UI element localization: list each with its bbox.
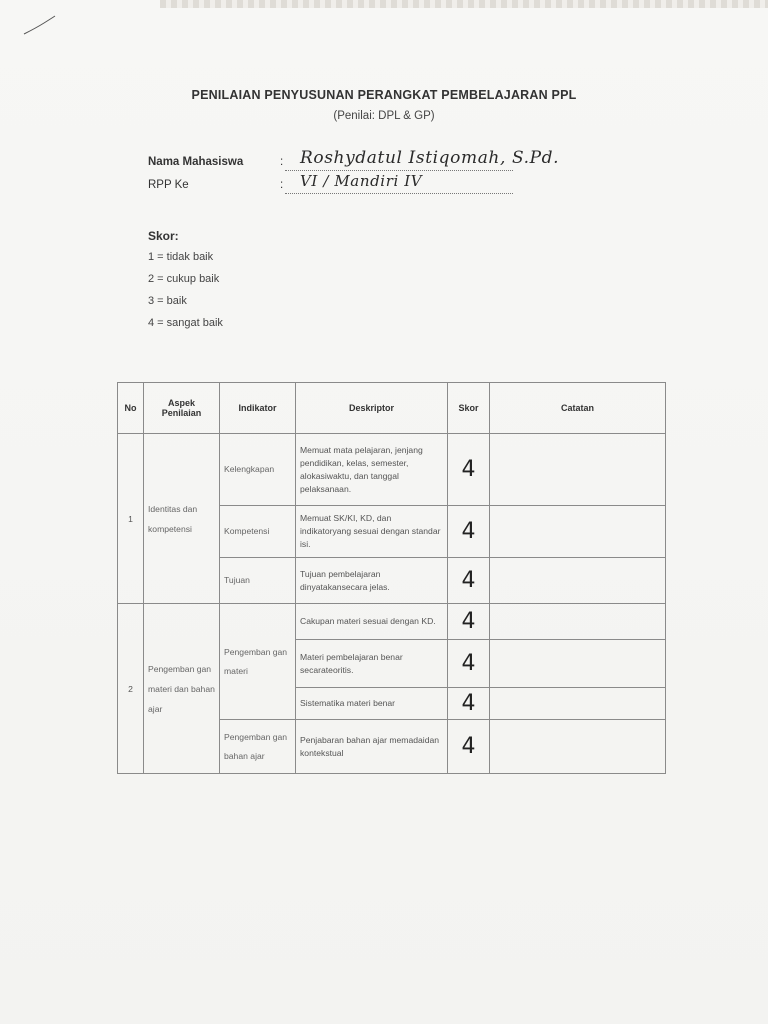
catatan-cell [490, 558, 666, 604]
rpp-dotted-line [285, 193, 513, 194]
catatan-cell [490, 720, 666, 774]
skor-cell: 4 [448, 604, 490, 640]
document-subtitle: (Penilai: DPL & GP) [333, 110, 435, 122]
table-header-row [118, 383, 666, 434]
indikator-cell: Pengemban gan materi [220, 604, 296, 720]
rpp-ke-row [148, 179, 290, 191]
colon: : [280, 156, 284, 168]
header-aspek-penilaian: Aspek Penilaian [144, 383, 220, 434]
rpp-ke-value: VI / Mandiri IV [300, 172, 423, 190]
pen-mark [22, 14, 56, 36]
skor-cell: 4 [448, 506, 490, 558]
table-row [118, 604, 666, 640]
deskriptor-cell: Memuat SK/KI, KD, dan indikatoryang sesuai dengan standar isi. [296, 506, 448, 558]
indikator-cell: Kelengkapan [220, 434, 296, 506]
nama-mahasiswa-row [148, 156, 290, 168]
deskriptor-cell: Materi pembelajaran benar secarateoritis. [296, 640, 448, 688]
catatan-cell [490, 604, 666, 640]
header-indikator: Indikator [220, 383, 296, 434]
skor-cell: 4 [448, 720, 490, 774]
deskriptor-cell: Memuat mata pelajaran, jenjang pendidikan, kelas, semester, alokasiwaktu, dan tanggal pelaksanaan. [296, 434, 448, 506]
skor-item: 4 = sangat baik [148, 317, 223, 329]
skor-cell: 4 [448, 558, 490, 604]
table-row [118, 434, 666, 506]
row-number: 1 [118, 434, 144, 604]
skor-title: Skor: [148, 229, 179, 243]
nama-dotted-line [285, 170, 513, 171]
aspek-cell: Pengemban gan materi dan bahan ajar [144, 604, 220, 774]
catatan-cell [490, 506, 666, 558]
indikator-cell: Kompetensi [220, 506, 296, 558]
catatan-cell [490, 434, 666, 506]
document-title: PENILAIAN PENYUSUNAN PERANGKAT PEMBELAJARAN PPL [191, 88, 577, 102]
deskriptor-cell: Tujuan pembelajaran dinyatakansecara jelas. [296, 558, 448, 604]
torn-paper-edge [160, 0, 768, 8]
nama-mahasiswa-label: Nama Mahasiswa [148, 156, 244, 168]
deskriptor-cell: Sistematika materi benar [296, 688, 448, 720]
skor-item: 2 = cukup baik [148, 273, 220, 285]
skor-cell: 4 [448, 434, 490, 506]
header-no: No [118, 383, 144, 434]
deskriptor-cell: Cakupan materi sesuai dengan KD. [296, 604, 448, 640]
header-skor: Skor [448, 383, 490, 434]
header-deskriptor: Deskriptor [296, 383, 448, 434]
header-catatan: Catatan [490, 383, 666, 434]
skor-item: 1 = tidak baik [148, 251, 214, 263]
deskriptor-cell: Penjabaran bahan ajar memadaidan kontekstual [296, 720, 448, 774]
skor-item: 3 = baik [148, 295, 187, 307]
assessment-table [117, 382, 666, 774]
colon: : [280, 179, 284, 191]
indikator-cell: Pengemban gan bahan ajar [220, 720, 296, 774]
indikator-cell: Tujuan [220, 558, 296, 604]
catatan-cell [490, 688, 666, 720]
nama-mahasiswa-value: Roshydatul Istiqomah, S.Pd. [300, 148, 560, 168]
skor-cell: 4 [448, 640, 490, 688]
row-number: 2 [118, 604, 144, 774]
aspek-cell: Identitas dan kompetensi [144, 434, 220, 604]
skor-cell: 4 [448, 688, 490, 720]
catatan-cell [490, 640, 666, 688]
rpp-ke-label: RPP Ke [148, 179, 189, 191]
